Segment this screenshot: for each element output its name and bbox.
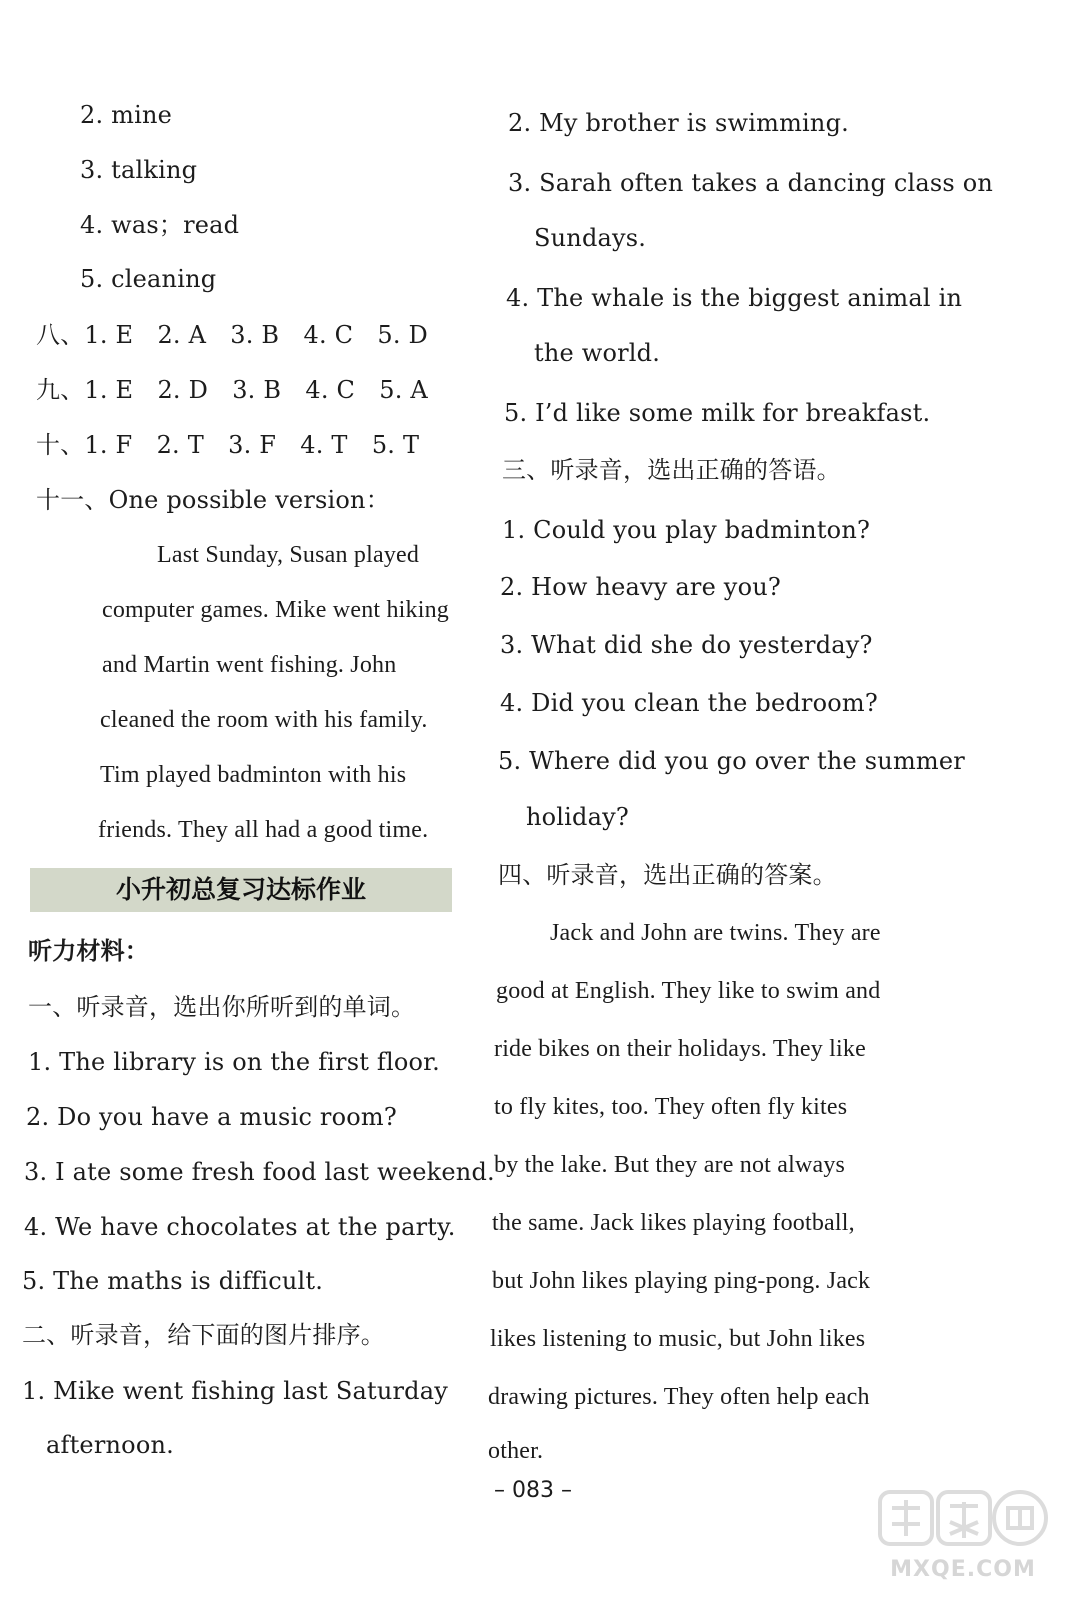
- list-item: 3. What did she do yesterday?: [500, 631, 873, 659]
- essay-line: Last Sunday, Susan played: [157, 542, 420, 568]
- list-item: 2. How heavy are you?: [500, 573, 781, 601]
- part-heading: 四、听录音，选出正确的答案。: [498, 861, 837, 889]
- passage-line: likes listening to music, but John likes: [490, 1326, 866, 1352]
- section-banner: [30, 868, 452, 912]
- passage-line: but John likes playing ping-pong. Jack: [492, 1268, 871, 1294]
- list-item: 2. My brother is swimming.: [508, 109, 849, 137]
- answer-line: 九、1. E 2. D 3. B 4. C 5. A: [36, 376, 428, 404]
- answer-line: 4. was；read: [80, 211, 240, 239]
- part-heading: 一、听录音，选出你所听到的单词。: [28, 993, 416, 1021]
- list-item-continuation: holiday?: [526, 803, 629, 831]
- answer-line: 十一、One possible version：: [36, 486, 390, 514]
- list-item-continuation: afternoon.: [46, 1431, 174, 1459]
- answer-line: 十、1. F 2. T 3. F 4. T 5. T: [36, 431, 420, 459]
- list-item-continuation: the world.: [534, 339, 661, 367]
- list-item: 1. Could you play badminton?: [502, 516, 871, 544]
- watermark: [868, 1488, 1058, 1588]
- list-item: 4. The whale is the biggest animal in: [506, 284, 963, 312]
- passage-line: Jack and John are twins. They are: [550, 920, 881, 946]
- answer-line: 八、1. E 2. A 3. B 4. C 5. D: [36, 321, 428, 349]
- list-item-continuation: Sundays.: [534, 224, 647, 252]
- essay-line: friends. They all had a good time.: [98, 817, 429, 843]
- list-item: 4. Did you clean the bedroom?: [500, 689, 878, 717]
- list-item: 3. Sarah often takes a dancing class on: [508, 169, 994, 197]
- list-item: 1. The library is on the first floor.: [28, 1048, 441, 1076]
- watermark-url: MXQE.COM: [890, 1557, 1036, 1582]
- section-title: 小升初总复习达标作业: [115, 875, 366, 904]
- list-item: 1. Mike went fishing last Saturday: [22, 1377, 449, 1405]
- answer-line: 2. mine: [80, 101, 173, 129]
- answer-line: 3. talking: [80, 156, 198, 184]
- passage-line: by the lake. But they are not always: [494, 1152, 846, 1178]
- watermark-logo-icon: [878, 1488, 1048, 1550]
- passage-line: the same. Jack likes playing football,: [492, 1210, 855, 1236]
- list-item: 5. Where did you go over the summer: [498, 747, 965, 775]
- passage-line: to fly kites, too. They often fly kites: [494, 1094, 848, 1120]
- passage-line: ride bikes on their holidays. They like: [494, 1036, 866, 1062]
- passage-line: good at English. They like to swim and: [496, 978, 881, 1004]
- essay-line: Tim played badminton with his: [100, 762, 407, 788]
- essay-line: computer games. Mike went hiking: [102, 597, 449, 623]
- passage-line: drawing pictures. They often help each: [488, 1384, 870, 1410]
- list-item: 4. We have chocolates at the party.: [24, 1213, 456, 1241]
- answer-line: 5. cleaning: [80, 265, 217, 293]
- listening-label: 听力材料：: [28, 937, 149, 965]
- essay-line: and Martin went fishing. John: [102, 652, 397, 678]
- list-item: 3. I ate some fresh food last weekend.: [24, 1158, 495, 1186]
- list-item: 5. The maths is difficult.: [22, 1267, 324, 1295]
- list-item: 5. I’d like some milk for breakfast.: [504, 399, 931, 427]
- passage-line: other.: [488, 1438, 544, 1464]
- list-item: 2. Do you have a music room?: [26, 1103, 397, 1131]
- page-number: – 083 –: [494, 1478, 572, 1503]
- part-heading: 三、听录音，选出正确的答语。: [502, 456, 841, 484]
- essay-line: cleaned the room with his family.: [100, 707, 428, 733]
- part-heading: 二、听录音，给下面的图片排序。: [22, 1321, 385, 1349]
